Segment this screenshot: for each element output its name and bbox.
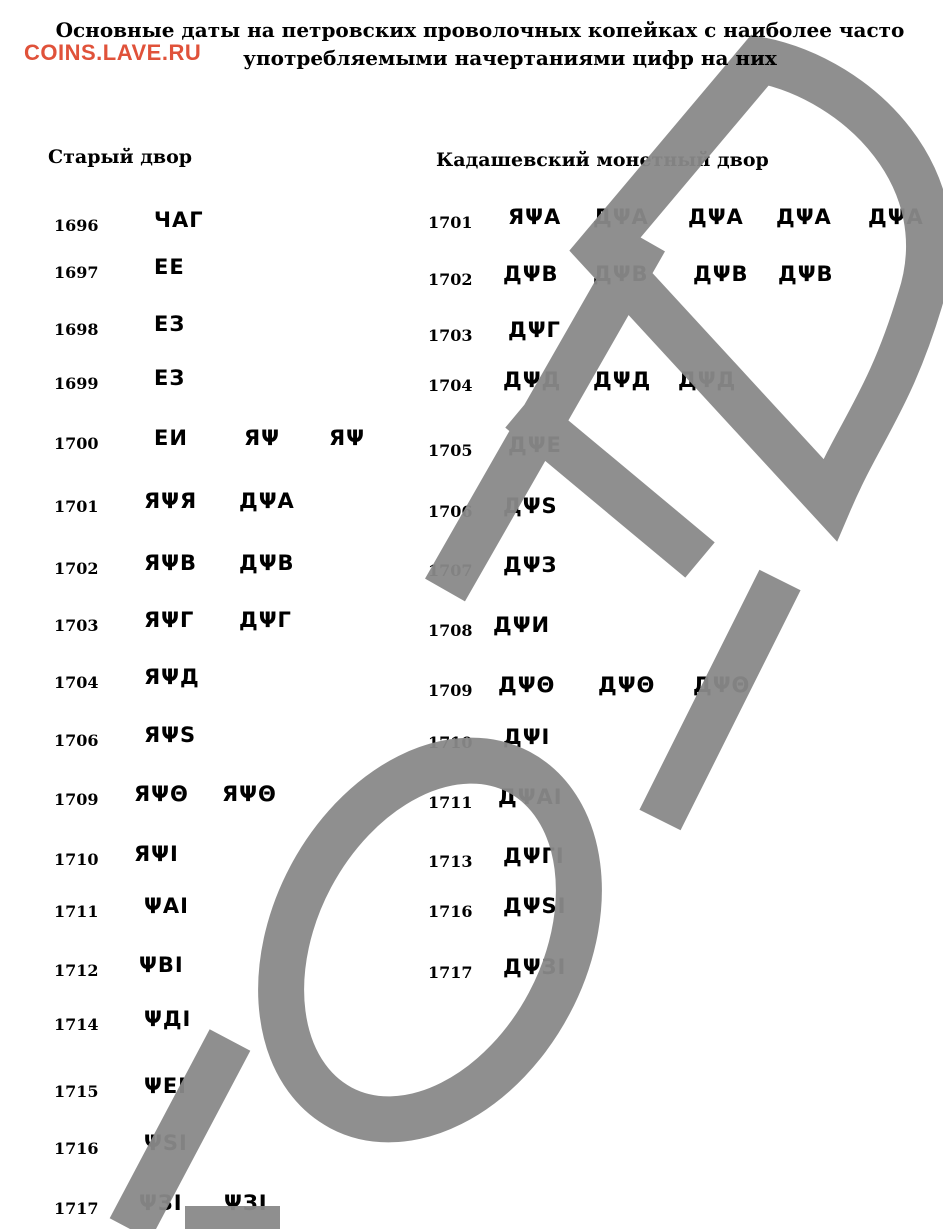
year-label: 1696: [54, 216, 99, 235]
date-variant-glyph: ДΨА: [593, 205, 649, 229]
date-variant-glyph: ДΨSІ: [503, 894, 567, 918]
date-variant-glyph: ЯΨΘ: [134, 782, 189, 806]
old-mint-heading: Старый двор: [48, 146, 193, 168]
date-variant-glyph: ЯΨІ: [134, 842, 179, 866]
year-label: 1712: [54, 961, 99, 980]
date-variant-glyph: ДΨВ: [693, 262, 749, 286]
date-variant-glyph: ΨДІ: [144, 1007, 192, 1031]
date-variant-glyph: ДΨА: [239, 489, 295, 513]
year-label: 1716: [428, 902, 473, 921]
year-label: 1703: [428, 326, 473, 345]
date-variant-glyph: ЕЗ: [154, 366, 186, 390]
date-variant-glyph: ДΨГ: [508, 318, 561, 342]
date-variant-glyph: ЯΨА: [508, 205, 562, 229]
year-label: 1701: [428, 213, 473, 232]
date-variant-glyph: ЕЕ: [154, 255, 185, 279]
year-label: 1697: [54, 263, 99, 282]
year-label: 1708: [428, 621, 473, 640]
year-label: 1711: [54, 902, 99, 921]
year-label: 1702: [428, 270, 473, 289]
year-label: 1705: [428, 441, 473, 460]
year-label: 1704: [428, 376, 473, 395]
date-variant-glyph: ΨSІ: [144, 1131, 188, 1155]
date-variant-glyph: ДΨВ: [593, 262, 649, 286]
year-label: 1706: [54, 731, 99, 750]
year-label: 1711: [428, 793, 473, 812]
date-variant-glyph: ДΨД: [678, 368, 737, 392]
year-label: 1700: [54, 434, 99, 453]
date-variant-glyph: ЯΨГ: [144, 608, 195, 632]
date-variant-glyph: ДΨВ: [778, 262, 834, 286]
year-label: 1699: [54, 374, 99, 393]
date-variant-glyph: ДΨА: [868, 205, 924, 229]
date-variant-glyph: ДΨГІ: [503, 844, 565, 868]
date-variant-glyph: ЯΨВ: [144, 551, 198, 575]
date-variant-glyph: ДΨА: [776, 205, 832, 229]
title-line-1: Основные даты на петровских проволочных копейках с наиболее часто: [55, 18, 905, 42]
year-label: 1714: [54, 1015, 99, 1034]
watermark-letter-o: [222, 709, 639, 1171]
year-label: 1713: [428, 852, 473, 871]
year-label: 1702: [54, 559, 99, 578]
year-label: 1717: [54, 1199, 99, 1218]
date-variant-glyph: ДΨВ: [503, 262, 559, 286]
date-variant-glyph: ЯΨЯ: [144, 489, 198, 513]
date-variant-glyph: ЯΨ: [329, 426, 366, 450]
year-label: 1704: [54, 673, 99, 692]
date-variant-glyph: ДΨS: [503, 494, 558, 518]
date-variant-glyph: ДΨВ: [239, 551, 295, 575]
site-logo[interactable]: COINS.LAVE.RU: [24, 40, 202, 65]
date-variant-glyph: ΨЗІ: [224, 1191, 268, 1215]
kadashevsky-mint-heading: Кадашевский монетный двор: [436, 149, 769, 171]
watermark-letter-l: [445, 240, 780, 820]
date-variant-glyph: ΨЗІ: [139, 1191, 183, 1215]
date-variant-glyph: ЯΨΘ: [222, 782, 277, 806]
date-variant-glyph: ЕЗ: [154, 312, 186, 336]
date-variant-glyph: ΨВІ: [139, 953, 184, 977]
date-variant-glyph: ΨАІ: [144, 894, 189, 918]
date-variant-glyph: ДΨГ: [239, 608, 292, 632]
date-variant-glyph: ДΨЗІ: [503, 955, 567, 979]
watermark-letter-d: [600, 60, 929, 500]
year-label: 1709: [428, 681, 473, 700]
year-label: 1707: [428, 561, 473, 580]
date-variant-glyph: ЯΨ: [244, 426, 281, 450]
year-label: 1709: [54, 790, 99, 809]
date-variant-glyph: ДΨИ: [493, 613, 551, 637]
date-variant-glyph: ДΨΘ: [693, 673, 751, 697]
year-label: 1701: [54, 497, 99, 516]
title-line-2: употребляемыми начертаниями цифр на них: [243, 46, 777, 70]
date-variant-glyph: ДΨАІ: [498, 785, 563, 809]
date-variant-glyph: ДΨД: [593, 368, 652, 392]
date-variant-glyph: ДΨЗ: [503, 553, 558, 577]
date-variant-glyph: ΨЕІ: [144, 1074, 188, 1098]
date-variant-glyph: ЧАГ: [154, 208, 204, 232]
date-variant-glyph: ДΨΘ: [598, 673, 656, 697]
date-variant-glyph: ДΨΘ: [498, 673, 556, 697]
date-variant-glyph: ДΨЕ: [508, 433, 562, 457]
date-variant-glyph: ЯΨS: [144, 723, 197, 747]
year-label: 1703: [54, 616, 99, 635]
year-label: 1710: [428, 733, 473, 752]
year-label: 1716: [54, 1139, 99, 1158]
date-variant-glyph: ДΨІ: [503, 725, 551, 749]
year-label: 1715: [54, 1082, 99, 1101]
date-variant-glyph: ДΨД: [503, 368, 562, 392]
year-label: 1698: [54, 320, 99, 339]
year-label: 1710: [54, 850, 99, 869]
year-label: 1717: [428, 963, 473, 982]
date-variant-glyph: ДΨА: [688, 205, 744, 229]
date-variant-glyph: ЕИ: [154, 426, 188, 450]
year-label: 1706: [428, 502, 473, 521]
date-variant-glyph: ЯΨД: [144, 665, 200, 689]
